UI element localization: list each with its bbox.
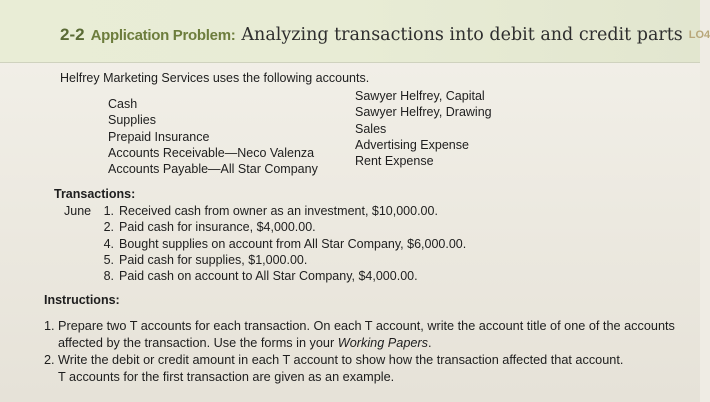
account-item: Accounts Receivable—Neco Valenza: [108, 145, 315, 160]
instruction-text: [58, 318, 698, 352]
accounts-list-right: [355, 88, 492, 169]
account-item: Accounts Payable—All Star Company: [108, 162, 318, 177]
transaction-text: Bought supplies on account from All Star Company, $6,000.00.: [119, 236, 467, 251]
transaction-number: 5.: [103, 252, 114, 267]
instructions-heading: Instructions:: [44, 293, 120, 307]
transaction-number: 8.: [103, 269, 114, 284]
account-item: Supplies: [108, 113, 156, 128]
instruction-line: T accounts for the first transaction are given as an example.: [58, 370, 395, 384]
instruction-item: [44, 318, 700, 354]
problem-title-text: Analyzing transactions into debit and credit parts: [241, 25, 683, 45]
instruction-line: [58, 335, 698, 352]
transaction-month: June: [64, 204, 92, 218]
transaction-text: Paid cash for insurance, $4,000.00.: [119, 220, 316, 235]
transactions-heading: Transactions:: [54, 187, 136, 201]
transaction-text: Paid cash for supplies, $1,000.00.: [119, 252, 308, 267]
instruction-number: 2.: [44, 353, 55, 367]
account-item: Sawyer Helfrey, Drawing: [355, 105, 492, 120]
account-item: Cash: [108, 97, 138, 111]
learning-objective-badge: LO4: [688, 29, 710, 41]
account-item: Prepaid Insurance: [108, 129, 210, 144]
instruction-line: Prepare two T accounts for each transaction. On each T account, write the account title of one of the accounts: [58, 319, 675, 333]
instruction-number: 1.: [44, 319, 55, 333]
accounts-list-left: [108, 96, 318, 177]
transaction-text: Received cash from owner as an investment, $10,000.00.: [119, 204, 438, 218]
instruction-line-text: affected by the transaction. Use the forms in your: [58, 336, 338, 350]
instruction-text: [58, 352, 698, 386]
transaction-number: 1.: [103, 204, 114, 218]
instruction-line: Write the debit or credit amount in each T account to show how the transaction affected that account.: [58, 353, 624, 367]
transaction-number: 4.: [103, 236, 114, 251]
intro-text: Helfrey Marketing Services uses the following accounts.: [60, 71, 370, 85]
instruction-line-end: .: [428, 336, 432, 350]
problem-number: 2-2: [60, 25, 85, 44]
transaction-text: Paid cash on account to All Star Company, $4,000.00.: [119, 269, 418, 284]
account-item: Advertising Expense: [355, 137, 469, 152]
application-label: Application Problem:: [90, 27, 236, 44]
instruction-item: [44, 352, 700, 388]
transaction-number: 2.: [103, 220, 114, 235]
working-papers-reference: Working Papers: [337, 336, 429, 350]
problem-title: [60, 24, 710, 46]
account-item: Sawyer Helfrey, Capital: [355, 89, 485, 103]
account-item: Rent Expense: [355, 154, 434, 169]
account-item: Sales: [355, 121, 387, 136]
